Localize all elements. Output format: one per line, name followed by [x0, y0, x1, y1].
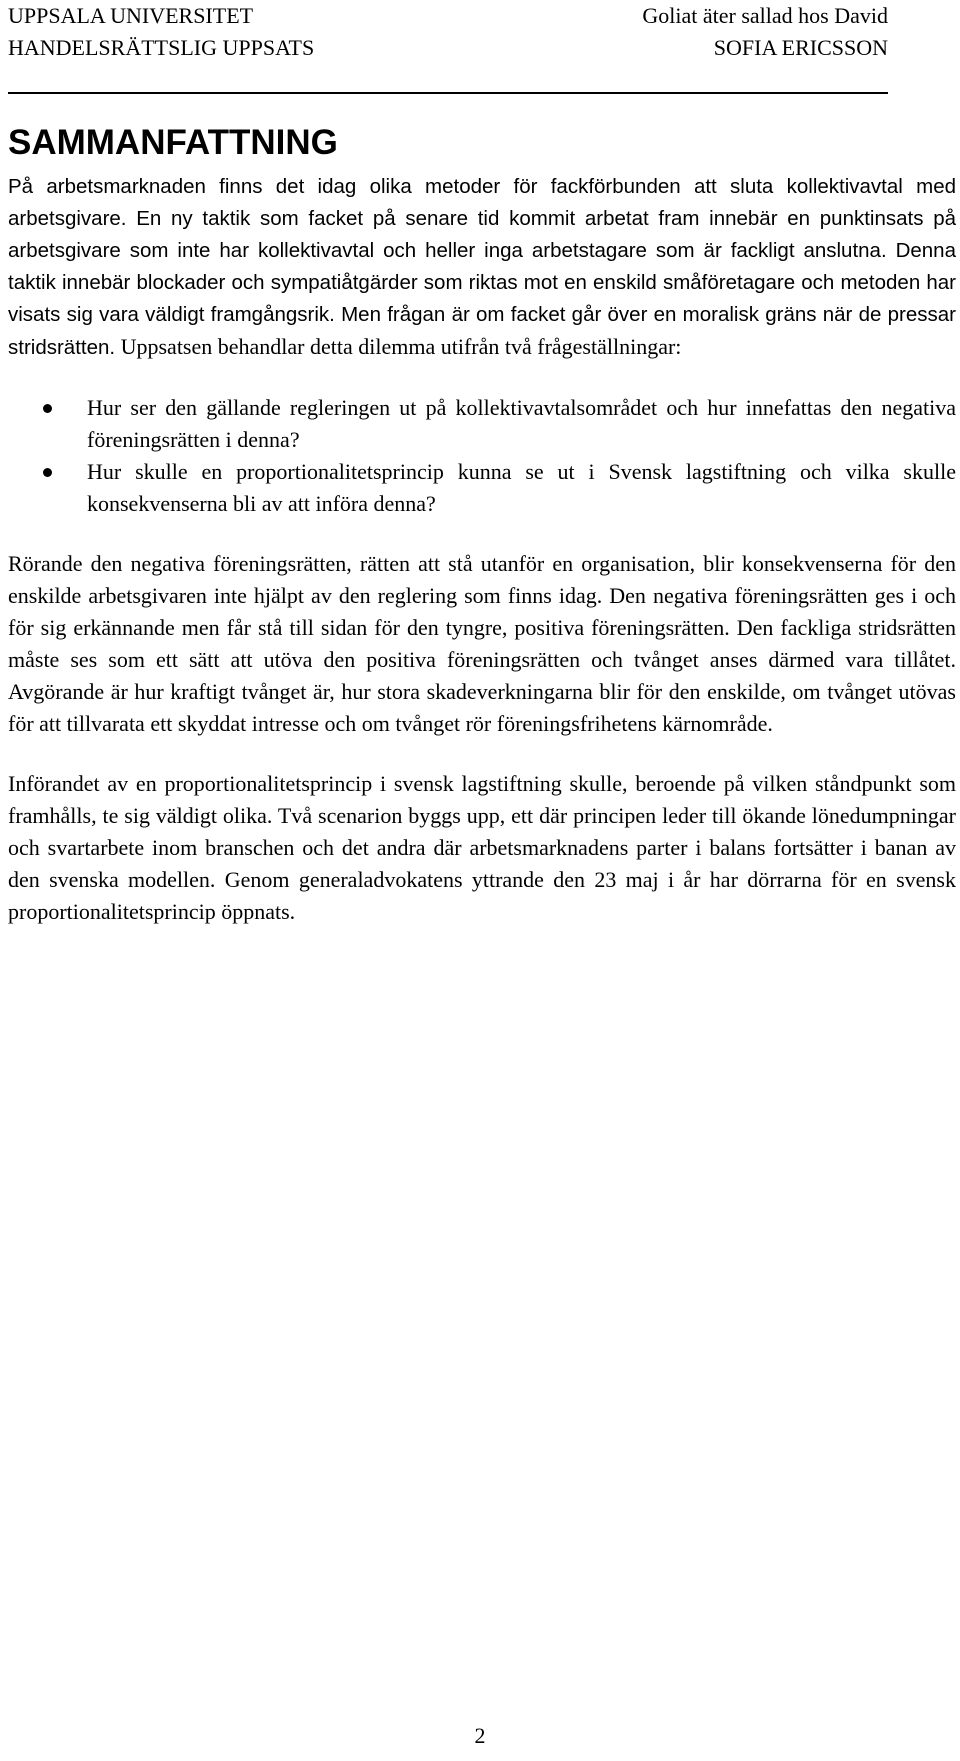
list-item	[8, 392, 956, 456]
paragraph-spacer	[8, 740, 956, 768]
document-body	[8, 115, 956, 928]
bullet-icon	[43, 404, 52, 413]
header-university: UPPSALA UNIVERSITET	[8, 3, 254, 28]
intro-questions-lead: Uppsatsen behandlar detta dilemma utifrån två frågeställningar:	[115, 334, 682, 359]
body-paragraph-negative-association: Rörande den negativa föreningsrätten, rätten att stå utanför en organisation, blir konsekvenserna för den enskilde arbetsgivaren inte hjälpt av den reglering som finns idag. Den negativa föreningsrätten ges i och för sig erkännande men får stå till sidan för den tyngre, positiva föreningsrätten. Den fackliga stridsrätten måste ses som ett sätt att utöva den positiva föreningsrätten och tvånget anses därmed vara tillåtet. Avgörande är hur kraftigt tvånget är, hur stora skadeverkningarna blir för den enskilde, om tvånget utövas för att tillvarata ett skyddat intresse och om tvånget rör föreningsfrihetens kärnområde.	[8, 551, 956, 736]
paragraph-spacer	[8, 520, 956, 548]
list-item-text: Hur skulle en proportionalitetsprincip kunna se ut i Svensk lagstiftning och vilka skulle konsekvenserna bli av att införa denna?	[87, 459, 956, 516]
research-questions-list	[8, 392, 956, 520]
body-paragraph-proportionality: Införandet av en proportionalitetsprincip i svensk lagstiftning skulle, beroende på vilken ståndpunkt som framhålls, te sig väldigt olika. Två scenarion byggs upp, ett där principen leder till ökande lönedumpningar och svartarbete inom branschen och det andra där arbetsmarknadens parter i balans fortsätter i banan av den svenska modellen. Genom generaladvokatens yttrande den 23 maj i år har dörrarna för en svensk proportionalitetsprincip öppnats.	[8, 771, 956, 924]
intro-paragraph	[8, 171, 956, 364]
header-divider	[8, 92, 888, 94]
header-row-2	[8, 32, 888, 64]
list-item-text: Hur ser den gällande regleringen ut på kollektivavtalsområdet och hur innefattas den negativa föreningsrätten i denna?	[87, 395, 956, 452]
header-author: SOFIA ERICSSON	[713, 35, 888, 60]
header-row-1	[8, 0, 888, 32]
bullet-icon	[43, 468, 52, 477]
list-item	[8, 456, 956, 520]
header-subject: HANDELSRÄTTSLIG UPPSATS	[8, 35, 315, 60]
header-title: Goliat äter sallad hos David	[642, 3, 888, 28]
page-header	[8, 0, 888, 64]
section-heading: SAMMANFATTNING	[8, 123, 338, 162]
page-number: 2	[474, 1723, 486, 1748]
intro-text: På arbetsmarknaden finns det idag olika metoder för fackförbunden att sluta kollektivavtal med arbetsgivare. En ny taktik som facket på senare tid kommit arbetat fram innebär en punktinsats på arbetsgivare som inte har kollektivavtal och heller inga arbetstagare som är fackligt anslutna. Denna taktik innebär blockader och sympatiåtgärder som riktas mot en enskild småföretagare och metoden har visats sig vara väldigt framgångsrik. Men frågan är om facket går över en moralisk gräns när de pressar stridsrätten.	[8, 175, 956, 359]
